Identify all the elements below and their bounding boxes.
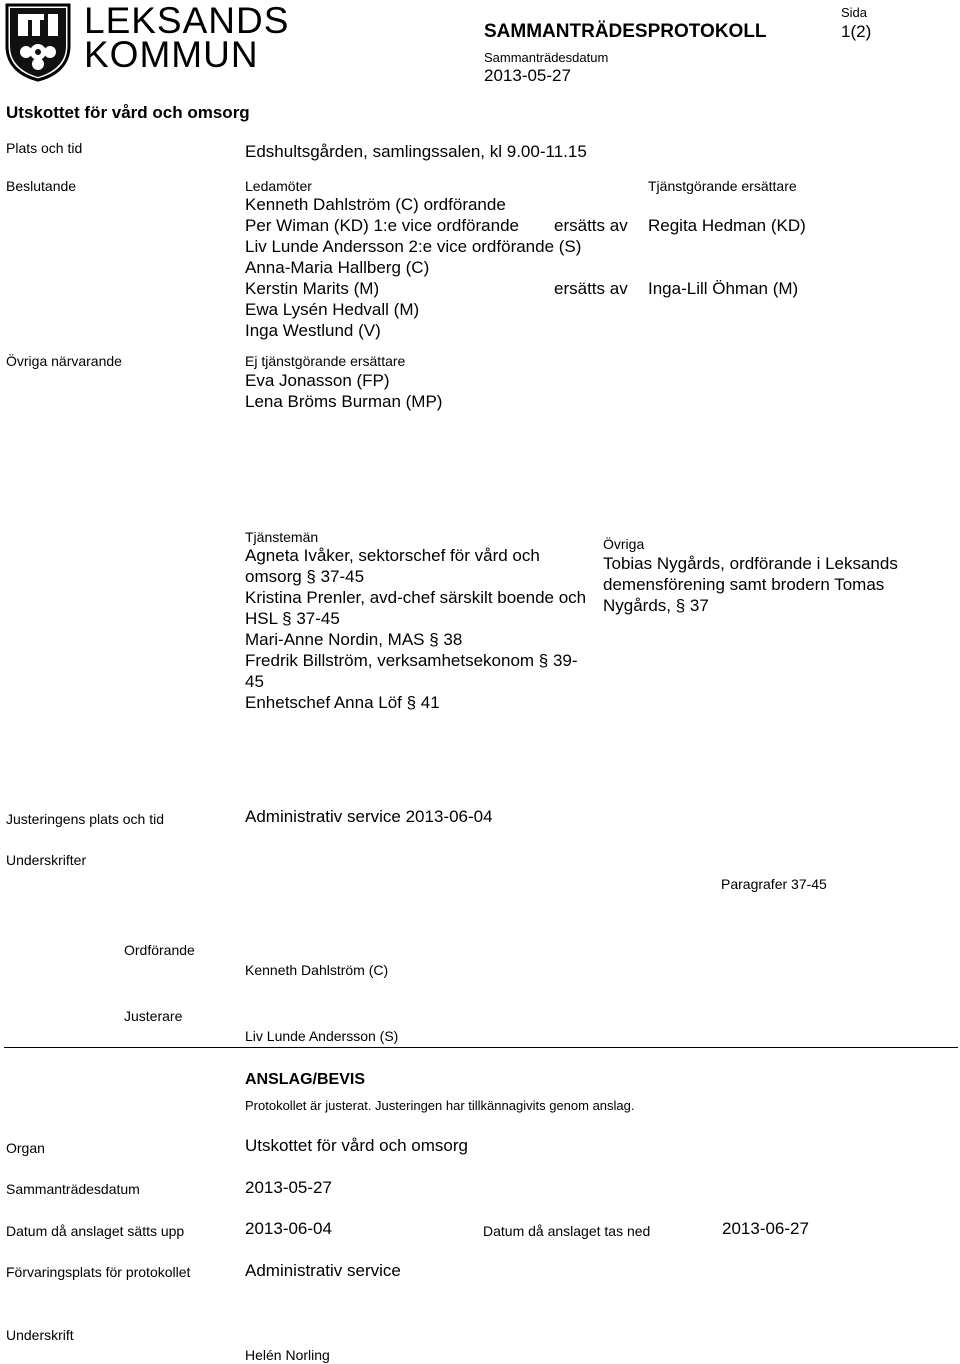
page-number: 1(2) bbox=[841, 22, 872, 41]
posted-value: 2013-06-04 bbox=[245, 1219, 332, 1238]
removed-value: 2013-06-27 bbox=[722, 1219, 809, 1238]
member-5: Kerstin Marits (M) bbox=[245, 279, 380, 298]
paragraphs-range: Paragrafer 37-45 bbox=[721, 876, 827, 892]
member-3: Liv Lunde Andersson 2:e vice ordförande (S) bbox=[245, 237, 582, 256]
justering-value: Administrativ service 2013-06-04 bbox=[245, 807, 493, 826]
adjuster-name: Liv Lunde Andersson (S) bbox=[245, 1028, 399, 1044]
chair-name: Kenneth Dahlström (C) bbox=[245, 962, 389, 978]
anslag-date-value: 2013-05-27 bbox=[245, 1178, 332, 1197]
adjuster-label: Justerare bbox=[124, 1008, 183, 1024]
storage-label: Förvaringsplats för protokollet bbox=[6, 1264, 191, 1280]
logo-line-1: LEKSANDS bbox=[84, 0, 290, 41]
member-2: Per Wiman (KD) 1:e vice ordförande bbox=[245, 216, 519, 235]
anslag-title: ANSLAG/BEVIS bbox=[245, 1071, 366, 1088]
posted-label: Datum då anslaget sätts upp bbox=[6, 1223, 185, 1239]
signature-name: Helén Norling bbox=[245, 1347, 330, 1363]
justering-label: Justeringens plats och tid bbox=[6, 811, 164, 827]
others-text: Tobias Nygårds, ordförande i Leksands demensförening samt brodern Tomas Nygårds, § 37 bbox=[603, 554, 898, 615]
anslag-text: Protokollet är justerat. Justeringen har tillkännagivits genom anslag. bbox=[245, 1098, 635, 1113]
member-4: Anna-Maria Hallberg (C) bbox=[245, 258, 430, 277]
non-serving-2: Lena Bröms Burman (MP) bbox=[245, 392, 443, 411]
non-serving-header: Ej tjänstgörande ersättare bbox=[245, 353, 406, 369]
non-serving-1: Eva Jonasson (FP) bbox=[245, 371, 390, 390]
others-header: Övriga bbox=[603, 536, 645, 552]
substitutes-header: Tjänstgörande ersättare bbox=[648, 178, 797, 194]
header-date-value: 2013-05-27 bbox=[484, 66, 571, 85]
official-3: Mari-Anne Nordin, MAS § 38 bbox=[245, 630, 463, 649]
logo-line-2: KOMMUN bbox=[84, 34, 259, 75]
anslag-date-label: Sammanträdesdatum bbox=[6, 1181, 140, 1197]
committee-title: Utskottet för vård och omsorg bbox=[6, 103, 250, 122]
beslutande-label: Beslutande bbox=[6, 178, 77, 194]
municipality-crest-logo bbox=[4, 2, 72, 82]
removed-label: Datum då anslaget tas ned bbox=[483, 1223, 651, 1239]
document-type: SAMMANTRÄDESPROTOKOLL bbox=[484, 21, 767, 42]
official-2: Kristina Prenler, avd-chef särskilt boende och HSL § 37-45 bbox=[245, 588, 587, 628]
header-date-label: Sammanträdesdatum bbox=[484, 50, 609, 65]
ovriga-narvarande-label: Övriga närvarande bbox=[6, 353, 122, 369]
organ-value: Utskottet för vård och omsorg bbox=[245, 1136, 468, 1155]
member-7: Inga Westlund (V) bbox=[245, 321, 381, 340]
chair-label: Ordförande bbox=[124, 942, 195, 958]
signature-label: Underskrift bbox=[6, 1327, 74, 1343]
member-1: Kenneth Dahlström (C) ordförande bbox=[245, 195, 506, 214]
replaced-by-2: ersätts av bbox=[554, 279, 628, 298]
page-label: Sida bbox=[841, 5, 868, 20]
officials-header: Tjänstemän bbox=[245, 529, 319, 545]
replaced-by-1: ersätts av bbox=[554, 216, 628, 235]
official-4: Fredrik Billström, verksamhetsekonom § 39-45 bbox=[245, 651, 578, 691]
substitute-1: Regita Hedman (KD) bbox=[648, 216, 806, 235]
storage-value: Administrativ service bbox=[245, 1261, 401, 1280]
place-value: Edshultsgården, samlingssalen, kl 9.00-11.15 bbox=[245, 142, 587, 161]
organ-label: Organ bbox=[6, 1140, 45, 1156]
place-label: Plats och tid bbox=[6, 140, 83, 156]
substitute-2: Inga-Lill Öhman (M) bbox=[648, 279, 799, 298]
signatures-label: Underskrifter bbox=[6, 852, 87, 868]
official-1: Agneta Ivåker, sektorschef för vård och omsorg § 37-45 bbox=[245, 546, 540, 586]
official-5: Enhetschef Anna Löf § 41 bbox=[245, 693, 440, 712]
section-divider bbox=[4, 1047, 958, 1048]
member-6: Ewa Lysén Hedvall (M) bbox=[245, 300, 420, 319]
members-header: Ledamöter bbox=[245, 178, 312, 194]
